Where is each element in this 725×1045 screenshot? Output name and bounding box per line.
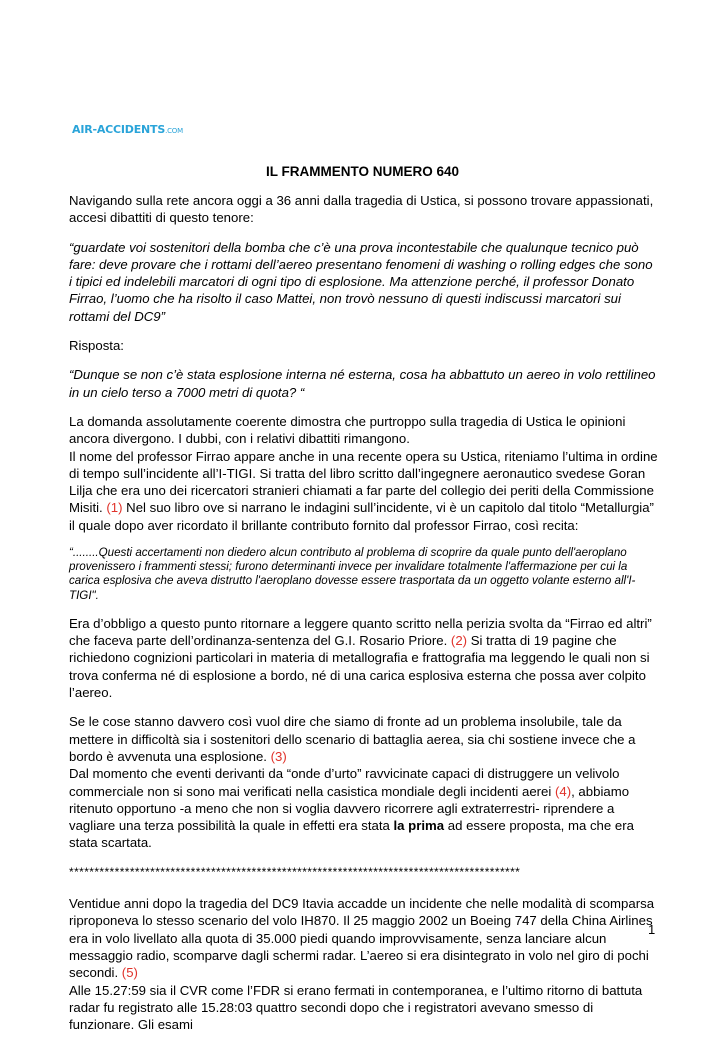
paragraph-text: Nel suo libro ove si narrano le indagini sull’incidente, vi è un capitolo dal titolo “Metallurgia” il quale dopo aver ricordato il brillante contributo fornito dal professor Firrao, così recita: bbox=[69, 500, 654, 533]
paragraph-quote-forum: “guardate voi sostenitori della bomba che c’è una prova incontestabile che qualunque tecnico può fare: deve provare che i rottami dell’aereo presentano fenomeni di washing o rolling edges che sono i tipici ed indelebili marcatori di ogni tipo di esplosione. Ma attenzione perché, il professor Donato Firrao, l’uomo che ha risolto il caso Mattei, non trovò nessuno di questi indiscussi marcatori sui rottami del DC9” bbox=[69, 239, 653, 324]
paragraph-risposta: Risposta: bbox=[69, 338, 124, 354]
air-accidents-logo bbox=[72, 123, 183, 136]
paragraph-text: Alle 15.27:59 sia il CVR come l’FDR si erano fermati in contemporanea, e l’ultimo ritorno di battuta radar fu registrato alle 15.28:03 quattro secondi dopo che i registratori avevano smesso di funzionare. Gli esami bbox=[69, 982, 643, 1033]
paragraph-text: Se le cose stanno davvero così vuol dire che siamo di fronte ad un problema insolubile, tale da mettere in difficoltà sia i sostenitori dello scenario di battaglia aerea, sia chi sostiene invece che a bordo è avvenuta una esplosione. bbox=[69, 714, 636, 764]
footnote-ref-3[interactable]: (3) bbox=[270, 748, 287, 764]
paragraph-perizia bbox=[69, 615, 659, 701]
paragraph-quote-answer: “Dunque se non c’è stata esplosione interna né esterna, cosa ha abbattuto un aereo in volo rettilineo in un cielo terso a 7000 metri di quota? “ bbox=[69, 367, 656, 400]
paragraph-text: Ventidue anni dopo la tragedia del DC9 Itavia accadde un incidente che nelle modalità di scomparsa riproponeva lo stesso scenario del volo IH870. Il 25 maggio 2002 un Boeing 747 della China Airlines era in volo livellato alla quota di 35.000 piedi quando improvvisamente, senza lanciare alcun messaggio radio, scomparve dagli schermi radar. L’aereo si era disintegrato in volo nel giro di pochi secondi. bbox=[69, 896, 655, 981]
page-title: IL FRAMMENTO NUMERO 640 bbox=[265, 164, 460, 179]
paragraph-text: Si tratta di 19 pagine che richiedono cognizioni particolari in materia di metallografia e frattografia ma leggendo le quali non si trova conferma né di esplosione a bordo, né di una carica esplosiva esterna che possa aver colpito l’aereo. bbox=[69, 633, 650, 701]
document-body bbox=[69, 192, 659, 1045]
footnote-ref-4[interactable]: (4) bbox=[554, 783, 572, 799]
footnote-ref-2[interactable]: (2) bbox=[450, 633, 468, 649]
page-number: 1 bbox=[648, 922, 656, 937]
paragraph-text: ad essere proposta, ma che era stata scartata. bbox=[69, 818, 634, 851]
footnote-ref-5[interactable]: (5) bbox=[121, 965, 138, 981]
paragraph-quote-lilja: “........Questi accertamenti non diedero alcun contributo al problema di scoprire da quale punto dell'aeroplano provenissero i frammenti stessi; furono determinanti invece per invalidare totalmente l'affermazione per cui la carica esplosiva che aveva distrutto l'aeroplano dovesse essere trasportata da un oggetto volante esterno all'I-TIGI". bbox=[69, 546, 636, 602]
paragraph-text: La domanda assolutamente coerente dimostra che purtroppo sulla tragedia di Ustica le opinioni ancora divergono. I dubbi, con i relativi dibattiti rimangono. bbox=[69, 413, 626, 447]
footnote-ref-1[interactable]: (1) bbox=[106, 500, 123, 516]
logo-text: AIR-ACCIDENTS bbox=[72, 123, 166, 136]
paragraph-china-airlines bbox=[69, 895, 659, 1033]
logo-suffix: .COM bbox=[165, 127, 183, 135]
paragraph-domanda bbox=[69, 413, 659, 534]
paragraph-text: Il nome del professor Firrao appare anche in una recente opera su Ustica, riteniamo l’ultima in ordine di tempo sull’incidente all’I-TIGI. Si tratta del libro scritto dall’ingegnere aeronautico svedese Goran Lilja che era uno dei ricercatori stranieri chiamati a far parte del collegio dei periti della Commissione Misiti. bbox=[69, 448, 658, 516]
paragraph-problema bbox=[69, 713, 659, 851]
paragraph-text: Era d’obbligo a questo punto ritornare a leggere quanto scritto nella perizia svolta da “Firrao ed altri” che faceva parte dell’ordinanza-sentenza del G.I. Rosario Priore. bbox=[69, 615, 652, 649]
separator-stars: ***************************************************************************************** bbox=[69, 864, 521, 879]
paragraph-text: Dal momento che eventi derivanti da “onde d’urto” ravvicinate capaci di distruggere un velivolo commerciale non si sono mai verificati nella casistica mondiale degli incidenti aerei bbox=[69, 766, 620, 799]
paragraph-text: , abbiamo ritenuto opportuno -a meno che non si voglia davvero ricorrere agli extraterrestri- riprendere a vagliare una terza possibilità la quale in effetti era stata bbox=[69, 783, 630, 834]
paragraph-intro: Navigando sulla rete ancora oggi a 36 anni dalla tragedia di Ustica, si possono trovare appassionati, accesi dibattiti di questo tenore: bbox=[69, 193, 654, 226]
bold-text: la prima bbox=[393, 818, 445, 834]
